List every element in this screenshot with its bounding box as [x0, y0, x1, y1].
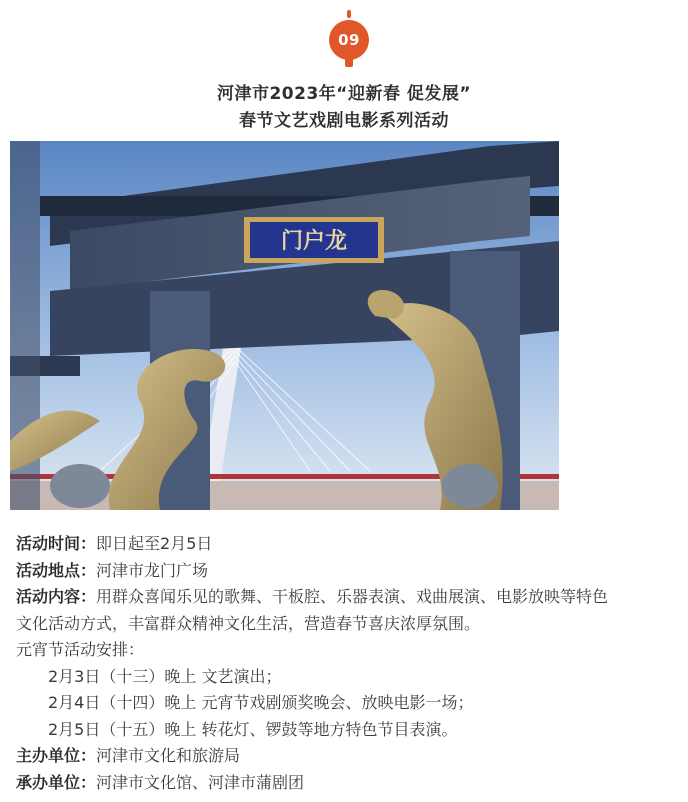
- host-value: 河津市文化和旅游局: [96, 746, 241, 765]
- time-label: 活动时间：: [16, 534, 97, 553]
- section-number: 09: [329, 20, 369, 60]
- plaque-text: 门户龙: [280, 228, 348, 254]
- detail-place: [16, 558, 684, 585]
- time-value: 即日起至2月5日: [96, 534, 213, 553]
- schedule-item: 2月5日（十五）晚上 转花灯、锣鼓等地方特色节目表演。: [48, 719, 458, 739]
- schedule-item: 2月4日（十四）晚上 元宵节戏剧颁奖晚会、放映电影一场；: [48, 693, 474, 712]
- lantern-heading: 元宵节活动安排：: [16, 640, 145, 659]
- archway-dragon-illustration: [10, 141, 559, 510]
- event-photo: [10, 141, 559, 510]
- content-value-line2: 文化活动方式，丰富群众精神文化生活，营造春节喜庆浓厚氛围。: [16, 613, 481, 633]
- detail-content: [16, 584, 684, 611]
- event-details: [16, 531, 684, 796]
- badge-stem-bottom: [345, 58, 353, 67]
- organizer-value: 河津市文化馆、河津市蒲剧团: [96, 772, 305, 792]
- detail-host: [16, 743, 684, 770]
- section-number-badge: [327, 10, 371, 68]
- article-title-line1: 河津市2023年“迎新春 促发展”: [216, 84, 472, 104]
- content-value-line1: 用群众喜闻乐见的歌舞、干板腔、乐器表演、戏曲展演、电影放映等特色: [96, 587, 609, 606]
- detail-time: [16, 531, 684, 558]
- place-label: 活动地点：: [16, 560, 97, 580]
- detail-organizer: [16, 770, 684, 797]
- organizer-label: 承办单位：: [16, 772, 97, 792]
- place-value: 河津市龙门广场: [96, 560, 209, 580]
- schedule-item: 2月3日（十三）晚上 文艺演出；: [48, 666, 282, 686]
- article-title-line2: 春节文艺戏剧电影系列活动: [239, 111, 449, 131]
- content-label: 活动内容：: [16, 587, 97, 606]
- host-label: 主办单位：: [16, 746, 97, 765]
- badge-stem-top: [347, 10, 351, 18]
